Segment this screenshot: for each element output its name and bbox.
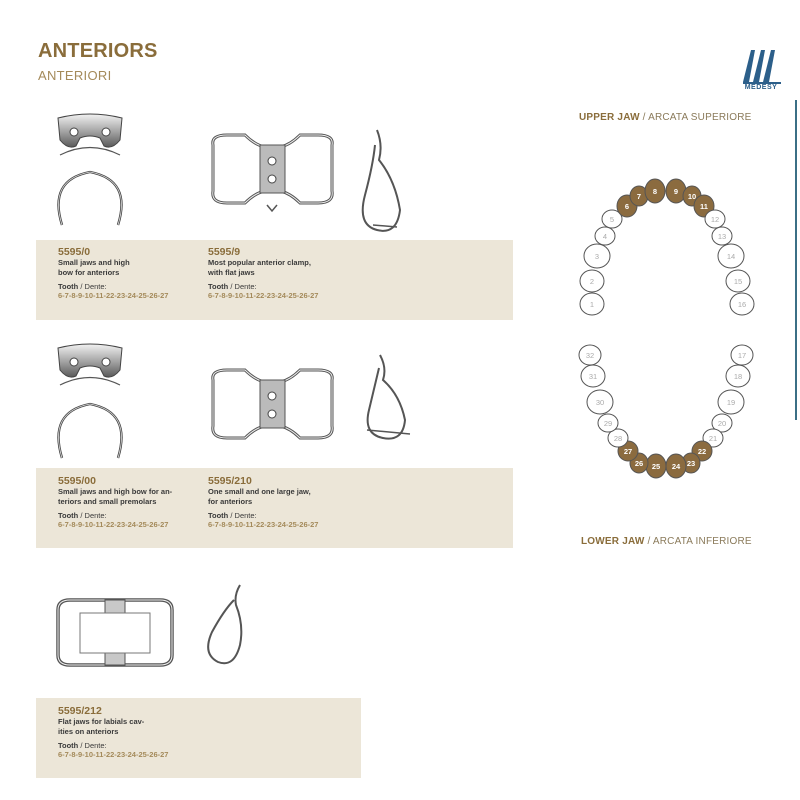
dente-label: / Dente: xyxy=(78,741,107,750)
upper-jaw-label: UPPER JAW xyxy=(579,112,640,123)
tooth-number: 31 xyxy=(588,372,598,381)
dente-label: / Dente: xyxy=(78,282,107,291)
dente-label: / Dente: xyxy=(78,511,107,520)
product-code: 5595/210 xyxy=(208,475,252,487)
tooth-number: 21 xyxy=(708,434,718,443)
tooth-number: 27 xyxy=(623,447,633,456)
page-title: ANTERIORS xyxy=(38,40,158,62)
product-description-line1: Flat jaws for labials cav- xyxy=(58,717,145,726)
page-edge-stripe xyxy=(795,100,797,420)
tooth-14 xyxy=(718,244,744,268)
dente-label: / Dente: xyxy=(228,282,257,291)
tooth-number: 15 xyxy=(733,277,743,286)
tooth-label: Tooth xyxy=(208,282,229,291)
tooth-number: 8 xyxy=(652,187,658,196)
tooth-number: 20 xyxy=(717,419,727,428)
tooth-list: 6-7-8-9-10-11-22-23-24-25-26-27 xyxy=(58,291,169,300)
upper-jaw-title xyxy=(579,112,752,123)
product-5595-00 xyxy=(58,475,203,529)
tooth-32 xyxy=(579,345,601,365)
lower-jaw-title xyxy=(581,536,752,547)
product-5595-9 xyxy=(208,246,358,300)
tooth-label: Tooth xyxy=(58,511,79,520)
tooth-number: 9 xyxy=(673,187,679,196)
tooth-24 xyxy=(666,454,686,478)
tooth-number: 13 xyxy=(717,232,727,241)
tooth-number: 11 xyxy=(700,202,708,211)
tooth-list: 6-7-8-9-10-11-22-23-24-25-26-27 xyxy=(208,291,319,300)
tooth-number: 32 xyxy=(585,351,595,360)
tooth-number: 22 xyxy=(697,447,707,456)
product-description-line2: ities on anteriors xyxy=(58,727,119,736)
product-description-line1: Most popular anterior clamp, xyxy=(208,258,311,267)
page-subtitle: ANTERIORI xyxy=(38,68,112,83)
tooth-13 xyxy=(712,227,732,245)
tooth-number: 18 xyxy=(733,372,743,381)
product-description-line2: with flat jaws xyxy=(208,268,255,277)
tooth-list: 6-7-8-9-10-11-22-23-24-25-26-27 xyxy=(58,750,169,759)
tooth-number: 2 xyxy=(589,277,595,286)
tooth-number: 16 xyxy=(737,300,747,309)
tooth-1 xyxy=(580,293,604,315)
product-description-line1: Small jaws and high bow for an- xyxy=(58,487,173,496)
product-5595-212 xyxy=(58,705,203,759)
product-description-line1: Small jaws and high xyxy=(58,258,130,267)
tooth-number: 25 xyxy=(651,462,661,471)
tooth-label: Tooth xyxy=(58,741,79,750)
clamp-5595-210-image xyxy=(205,360,340,455)
tooth-number: 3 xyxy=(594,252,600,261)
tooth-12 xyxy=(705,210,725,228)
tooth-list: 6-7-8-9-10-11-22-23-24-25-26-27 xyxy=(58,520,169,529)
brand-name: MEDESY xyxy=(744,84,778,91)
tooth-number: 23 xyxy=(686,459,696,468)
product-description-line2: teriors and small premolars xyxy=(58,497,157,506)
dente-label: / Dente: xyxy=(228,511,257,520)
tooth-number: 26 xyxy=(634,459,644,468)
tooth-18 xyxy=(726,365,750,387)
product-5595-0 xyxy=(58,246,198,300)
tooth-number: 30 xyxy=(595,398,605,407)
upper-jaw-sublabel: / ARCATA SUPERIORE xyxy=(639,112,752,123)
tooth-29 xyxy=(598,414,618,432)
tooth-number: 19 xyxy=(726,398,736,407)
product-code: 5595/9 xyxy=(208,246,241,258)
tooth-8 xyxy=(645,179,665,203)
tooth-2 xyxy=(580,270,604,292)
tooth-label: Tooth xyxy=(58,282,79,291)
tooth-number: 4 xyxy=(602,232,608,241)
clamp-5595-212-image xyxy=(50,595,180,675)
tooth-17 xyxy=(731,345,753,365)
tooth-number: 14 xyxy=(726,252,736,261)
tooth-number: 17 xyxy=(737,351,747,360)
tooth-15 xyxy=(726,270,750,292)
tooth-number: 7 xyxy=(636,192,642,201)
tooth-chart xyxy=(560,170,790,490)
clamp-5595-0-image xyxy=(50,110,130,240)
tooth-number: 1 xyxy=(589,300,595,309)
product-5595-210 xyxy=(208,475,358,529)
tooth-4 xyxy=(595,227,615,245)
lower-jaw-sublabel: / ARCATA INFERIORE xyxy=(644,536,752,547)
tooth-number: 29 xyxy=(603,419,613,428)
clamp-5595-9-image xyxy=(205,125,340,220)
tooth-list: 6-7-8-9-10-11-22-23-24-25-26-27 xyxy=(208,520,319,529)
tooth-3 xyxy=(584,244,610,268)
lower-jaw-label: LOWER JAW xyxy=(581,536,645,547)
product-code: 5595/00 xyxy=(58,475,96,487)
tooth-19 xyxy=(718,390,744,414)
tooth-30 xyxy=(587,390,613,414)
tooth-number: 28 xyxy=(613,434,623,443)
product-description-line2: for anteriors xyxy=(208,497,253,506)
bow-5595-212-image xyxy=(200,580,255,680)
tooth-number: 10 xyxy=(687,192,697,201)
clamp-5595-00-image xyxy=(50,340,130,470)
tooth-number: 5 xyxy=(609,215,615,224)
bow-5595-9-image xyxy=(355,125,410,245)
product-description-line2: bow for anteriors xyxy=(58,268,120,277)
product-description-line1: One small and one large jaw, xyxy=(208,487,311,496)
product-code: 5595/212 xyxy=(58,705,102,717)
product-code: 5595/0 xyxy=(58,246,91,258)
tooth-number: 6 xyxy=(624,202,630,211)
tooth-number: 12 xyxy=(710,215,720,224)
bow-5595-210-image xyxy=(355,350,420,450)
tooth-31 xyxy=(581,365,605,387)
tooth-label: Tooth xyxy=(208,511,229,520)
tooth-number: 24 xyxy=(671,462,681,471)
tooth-25 xyxy=(646,454,666,478)
tooth-16 xyxy=(730,293,754,315)
